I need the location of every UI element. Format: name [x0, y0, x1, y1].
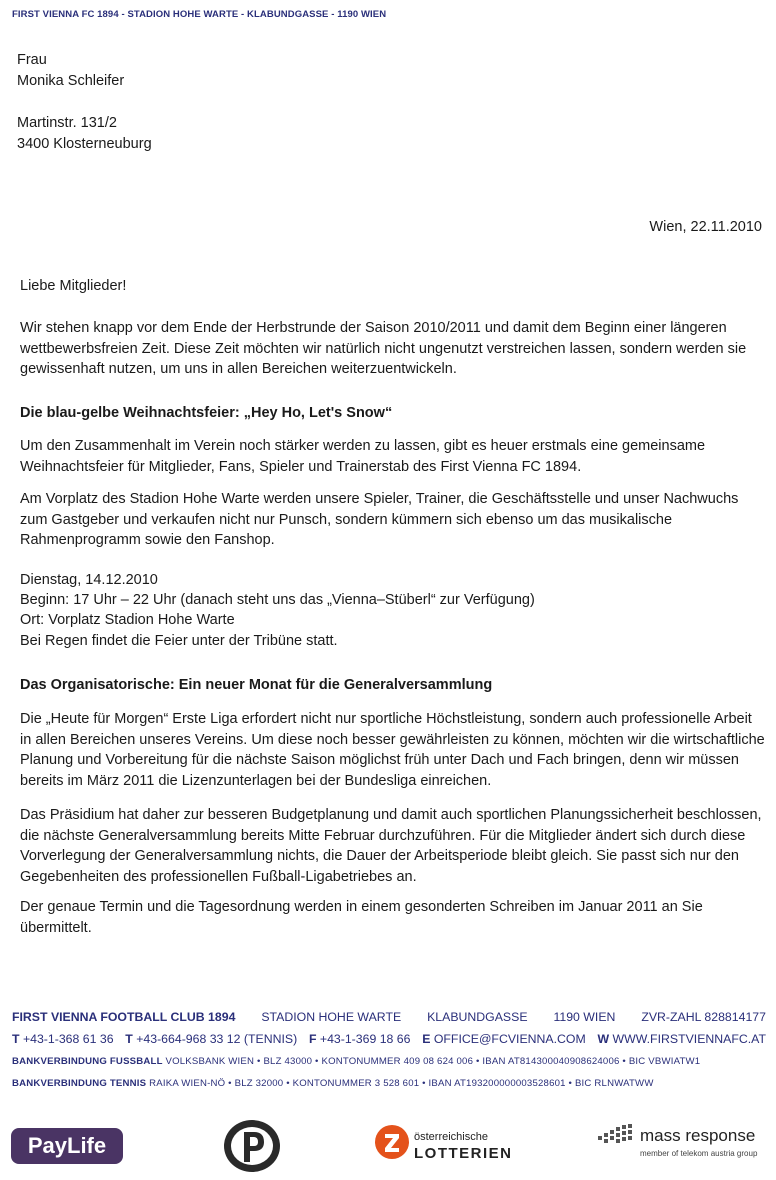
footer-stadium: STADION HOHE WARTE: [261, 1010, 402, 1024]
recipient-salutation: Frau: [17, 52, 47, 68]
footer-street: KLABUNDGASSE: [427, 1010, 528, 1024]
footer-fax: F +43-1-369 18 66: [308, 1032, 411, 1046]
footer-email: E OFFICE@FCVIENNA.COM: [422, 1032, 586, 1046]
footer-web: W WWW.FIRSTVIENNAFC.AT: [597, 1032, 766, 1046]
recipient-city: 3400 Klosterneuburg: [17, 136, 152, 152]
footer-city: 1190 WIEN: [553, 1010, 616, 1024]
greeting: Liebe Mitglieder!: [20, 278, 127, 294]
lotterien-small-text: österreichische: [414, 1131, 488, 1143]
recipient-street: Martinstr. 131/2: [17, 115, 117, 131]
footer-phone-tennis: T +43-664-968 33 12 (TENNIS): [125, 1032, 298, 1046]
event-time: Beginn: 17 Uhr – 22 Uhr (danach steht uns das „Vienna–Stüberl“ zur Verfügung): [20, 592, 535, 608]
organisation-paragraph-2: Das Präsidium hat daher zur besseren Budgetplanung und damit auch sportlichen Planungssicherheit beschlossen, die nächste Generalversammlung bereits Mitte Februar durchzuführen. Für die Mitglieder ändert sich durch diese Vorverlegung der Generalversammlung nichts, die Dauer der Arbeitsperiode bleibt gleich. Sie passt sich nur den Gegebenheiten des professionellen Fußball-Ligabetriebes an.: [20, 807, 762, 885]
footer-zvr: ZVR-ZAHL 828814177: [641, 1010, 766, 1024]
christmas-paragraph-1: Um den Zusammenhalt im Verein noch stärker werden zu lassen, gibt es heuer erstmals eine gemeinsame Weihnachtsfeier für Mitglieder, Fans, Spieler und Trainerstab des First Vienna FC 1894.: [20, 438, 706, 475]
lotterien-big-text: LOTTERIEN: [414, 1145, 513, 1162]
event-date: Dienstag, 14.12.2010: [20, 572, 158, 588]
sponsor-logo-icon: [222, 1118, 282, 1174]
mass-response-title: mass response: [640, 1126, 756, 1145]
event-place: Ort: Vorplatz Stadion Hohe Warte: [20, 612, 235, 628]
christmas-paragraph-2: Am Vorplatz des Stadion Hohe Warte werden unsere Spieler, Trainer, die Geschäftsstelle und unser Nachwuchs zum Gastgeber und verkaufen nicht nur Punsch, sondern kümmern sich ebenso um das musikalische Rahmenprogramm sowie den Fanshop.: [20, 491, 739, 548]
organisation-paragraph-3: Der genaue Termin und die Tagesordnung werden in einem gesonderten Schreiben im Januar 2011 an Sie übermittelt.: [20, 899, 703, 936]
mass-response-logo-icon: [596, 1124, 638, 1146]
sender-address-line: FIRST VIENNA FC 1894 - STADION HOHE WARTE - KLABUNDGASSE - 1190 WIEN: [12, 9, 387, 20]
letter-date: Wien, 22.11.2010: [649, 219, 762, 235]
recipient-name: Monika Schleifer: [17, 73, 125, 89]
section-heading-christmas: Die blau-gelbe Weihnachtsfeier: „Hey Ho, Let's Snow“: [20, 405, 393, 421]
footer-club-name: FIRST VIENNA FOOTBALL CLUB 1894: [12, 1010, 236, 1024]
paylife-logo: PayLife: [11, 1128, 123, 1164]
intro-paragraph: Wir stehen knapp vor dem Ende der Herbstrunde der Saison 2010/2011 und damit dem Beginn einer längeren wettbewerbsfreien Zeit. Diese Zeit möchten wir natürlich nicht ungenutzt verstreichen lassen, sondern werden sie gewissenhaft nutzen, um uns in allen Bereichen weiterzuentwickeln.: [20, 320, 747, 377]
footer-phone: T +43-1-368 61 36: [12, 1032, 114, 1046]
footer-bank-tennis: BANKVERBINDUNG TENNIS RAIKA WIEN-NÖ • BLZ 32000 • KONTONUMMER 3 528 601 • IBAN AT193200000003528601 • BIC RLNWATWW: [12, 1078, 654, 1089]
event-rain-note: Bei Regen findet die Feier unter der Tribüne statt.: [20, 633, 338, 649]
organisation-paragraph-1: Die „Heute für Morgen“ Erste Liga erfordert nicht nur sportliche Höchstleistung, sondern auch professionelle Arbeit in allen Bereichen unseres Vereins. Um diese noch besser gewährleisten zu können, möchten wir die wirtschaftliche Planung und Vorbereitung für die nächste Saison möglichst früh unter Dach und Fach bringen, denn wir müssen bereits im März 2011 die Lizenzunterlagen bei der Bundesliga einreichen.: [20, 711, 765, 789]
lotterien-logo-icon: [374, 1124, 410, 1160]
section-heading-organisation: Das Organisatorische: Ein neuer Monat für die Generalversammlung: [20, 677, 493, 693]
footer-bank-football: BANKVERBINDUNG FUSSBALL VOLKSBANK WIEN • BLZ 43000 • KONTONUMMER 409 08 624 006 • IBAN AT814300040908624006 • BIC VBWIATW1: [12, 1056, 701, 1067]
letterhead-footer: [12, 1010, 766, 1105]
mass-response-subtitle: member of telekom austria group: [640, 1149, 758, 1158]
